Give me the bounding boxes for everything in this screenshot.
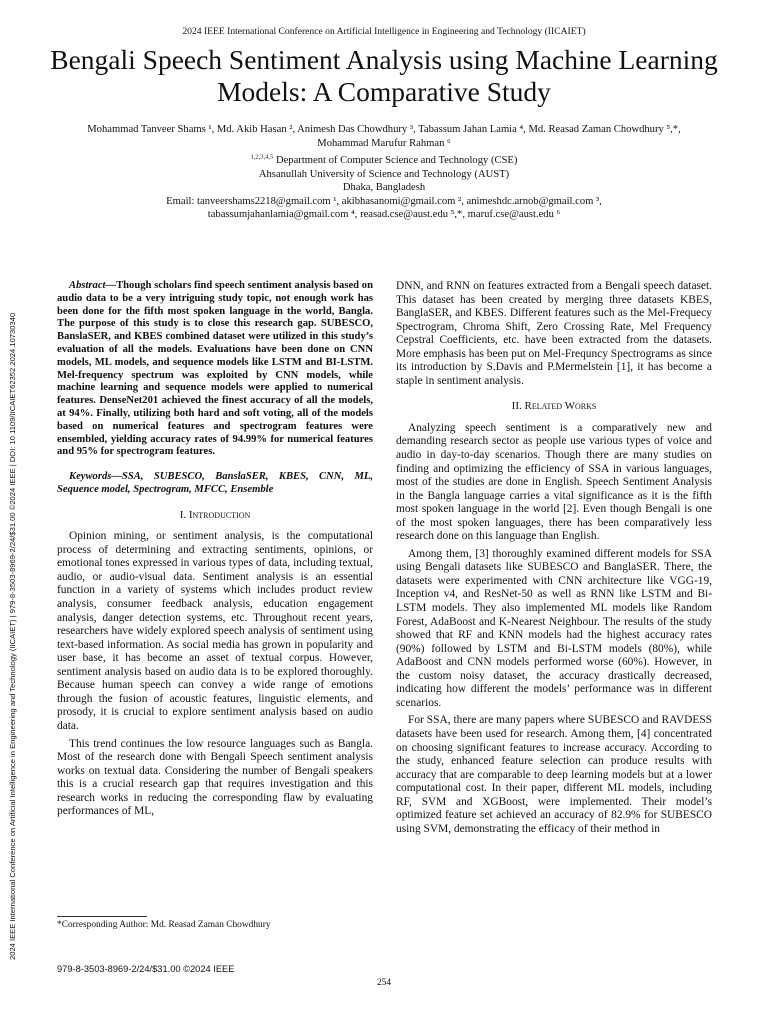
related-paragraph-1: Analyzing speech sentiment is a comparatively new and demanding research sector as people use various types of voice and audio in day-to-day scenarios. Though there are many studies on finding and optimizing the efficiency of SSA in various languages, most of the studies are done in English. Speech Sentiment Analysis in the Bangla language carries a vital significance as it is the fifth most spoken language in the world [2]. Even though Bengali is one of the most spoken languages, there has been comparatively less research done on this language than English. [396,421,712,543]
author-line-2: Mohammad Marufur Rahman ⁶ [317,137,451,149]
keywords-label: Keywords [69,471,112,483]
abstract [57,280,373,459]
keywords-text: —SSA, SUBESCO, BanslaSER, KBES, CNN, ML, Sequence model, Spectrogram, MFCC, Ensemble [57,471,373,495]
footer-isbn: 979-8-3503-8969-2/24/$31.00 ©2024 IEEE [57,964,235,974]
abstract-label: Abstract [69,280,106,291]
page-number: 254 [377,978,391,988]
footnote-divider [57,916,147,917]
intro-paragraph-2: This trend continues the low resource languages such as Bangla. Most of the research done with Bengali Speech sentiment analysis works on textual data. Considering the number of Bengali speakers this is a crucial research gap that requires investigation and this research works in reducing the corresponding flaw by evaluating performances of ML, [57,737,373,818]
dept-name: Department of Computer Science and Technology (CSE) [275,155,518,166]
email-line-1: Email: tanveershams2218@gmail.com ¹, akibhasanomi@gmail.com ², animeshdc.arnob@gmail.com ³, [166,195,602,207]
side-doi-identifier: 2024 IEEE International Conference on Artificial Intelligence in Engineering and Technology (IICAIET) | 979-8-3503-8969-2/24/$31.00 ©2024 IEEE | DOI: 10.1109/IICAIET62352.2024.10730340 [8,312,17,960]
section-heading-related-works: II. Related Works [511,400,597,413]
author-list [40,123,728,150]
affiliation-dept [40,154,728,168]
affiliation-sup: 1,2,3,4,5 [250,153,274,161]
right-column [396,280,712,836]
corresponding-author-footnote: *Corresponding Author: Md. Reasad Zaman Chowdhury [57,920,271,930]
related-paragraph-2: Among them, [3] thoroughly examined different models for SSA using Bengali datasets like SUBESCO and BanglaSER. There, the datasets were experimented with CNN architecture like VGG-19, Inception v4, and ResNet-50 as well as RNN like LSTM and Bi-LSTM models. They also implemented ML models like Random Forest, AdaBoost and K-Nearest Neighbour. The results of the study showed that RF and KNN models had the highest accuracy rates (90%) followed by LSTM and Bi-LSTM models (80%), while AdaBoost and CNN models performed worse (60%). However, in the custom noisy dataset, the accuracy drastically decreased, indicating how different the models’ performance was in different scenarios. [396,547,712,709]
intro-paragraph-1: Opinion mining, or sentiment analysis, is the computational process of determining and extracting sentiments, opinions, or emotional tones expressed in various types of data, including textual, audio, or audio-visual data. Sentiment analysis is an essential function in a variety of systems which includes product review analysis, consumer feedback analysis, education engagement analysis, danger detection systems, etc. Throughout recent years, researchers have widely explored speech analysis of sentiment using text-based information. As social media has grown in popularity and user base, it has become an asset of textual corpus. However, sentiment analysis based on audio data is to be explored thoroughly. Because human speech can convey a wide range of emotions through the fusion of acoustic features, linguistic elements, and prosody, it is crucial to explore sentiment analysis based on audio data. [57,530,373,732]
university-name: Ahsanullah University of Science and Technology (AUST) [258,168,510,180]
left-column [57,280,373,819]
city-name: Dhaka, Bangladesh [342,182,426,194]
section-heading-introduction: I. Introduction [179,508,251,521]
keywords [57,471,373,497]
author-line-1: Mohammad Tanveer Shams ¹, Md. Akib Hasan ², Animesh Das Chowdhury ³, Tabassum Jahan Lamia ⁴, Md. Reasad Zaman Chowdhury ⁵,*, [87,124,681,135]
related-paragraph-3: For SSA, there are many papers where SUBESCO and RAVDESS datasets have been used for research. Among them, [4] concentrated on choosing significant features to increase accuracy. According to the study, enhanced feature selection can produce results with accuracy that are comparable to deep learning models but at a lower computational cost. In their paper, different ML models, including RF, SVM and XGBoost, were implemented. Their model’s optimized feature set achieved an accuracy of 82.9% for SUBESCO using SVM, demonstrating the efficacy of their method in [396,714,712,835]
paper-title: Bengali Speech Sentiment Analysis using Machine Learning Models: A Comparative Study [50,44,718,107]
intro-continuation: DNN, and RNN on features extracted from a Bengali speech dataset. This dataset has been created by merging three datasets KBES, BanglaSER, and KBES. Different features such as the Mel-Frequecy Spectrogram, Chroma Shift, Zero Crossing Rate, Mel Frequency Cepstral Coefficients, etc. have been extracted from the datasets. More emphasis has been put on Mel-Frequncy Spectrograms as since its introduction by S.Davis and P.Mermelstein [1], it has become a staple in sentiment analysis. [396,280,713,387]
conference-header: 2024 IEEE International Conference on Artificial Intelligence in Engineering and Technology (IICAIET) [182,26,586,37]
affiliation-block [40,154,728,222]
abstract-text: —Though scholars find speech sentiment analysis based on audio data to be a very intriguing study topic, not enough work has been done for the fifth most spoken language in the world, Bangla. The purpose of this study is to close this research gap. SUBESCO, BanslaSER, and KBES combined dataset were utilized in this study’s evaluation of all the models. Evaluations have been done on CNN models, ML models, and sequence models like LSTM and BI-LSTM. Mel-frequency spectrum was exploited by CNN models, while machine learning and sequence models were applied to numerical features. DenseNet201 achieved the finest accuracy of all the models, at 94%. Finally, utilizing both hard and soft voting, all of the models based on numerical features and spectrogram features were ensembled, yielding accuracy rates of 94.99% for numerical features and 95% for spectrogram features. [57,280,373,458]
email-line-2: tabassumjahanlamia@gmail.com ⁴, reasad.cse@aust.edu ⁵,*, maruf.cse@aust.edu ⁶ [207,209,561,221]
